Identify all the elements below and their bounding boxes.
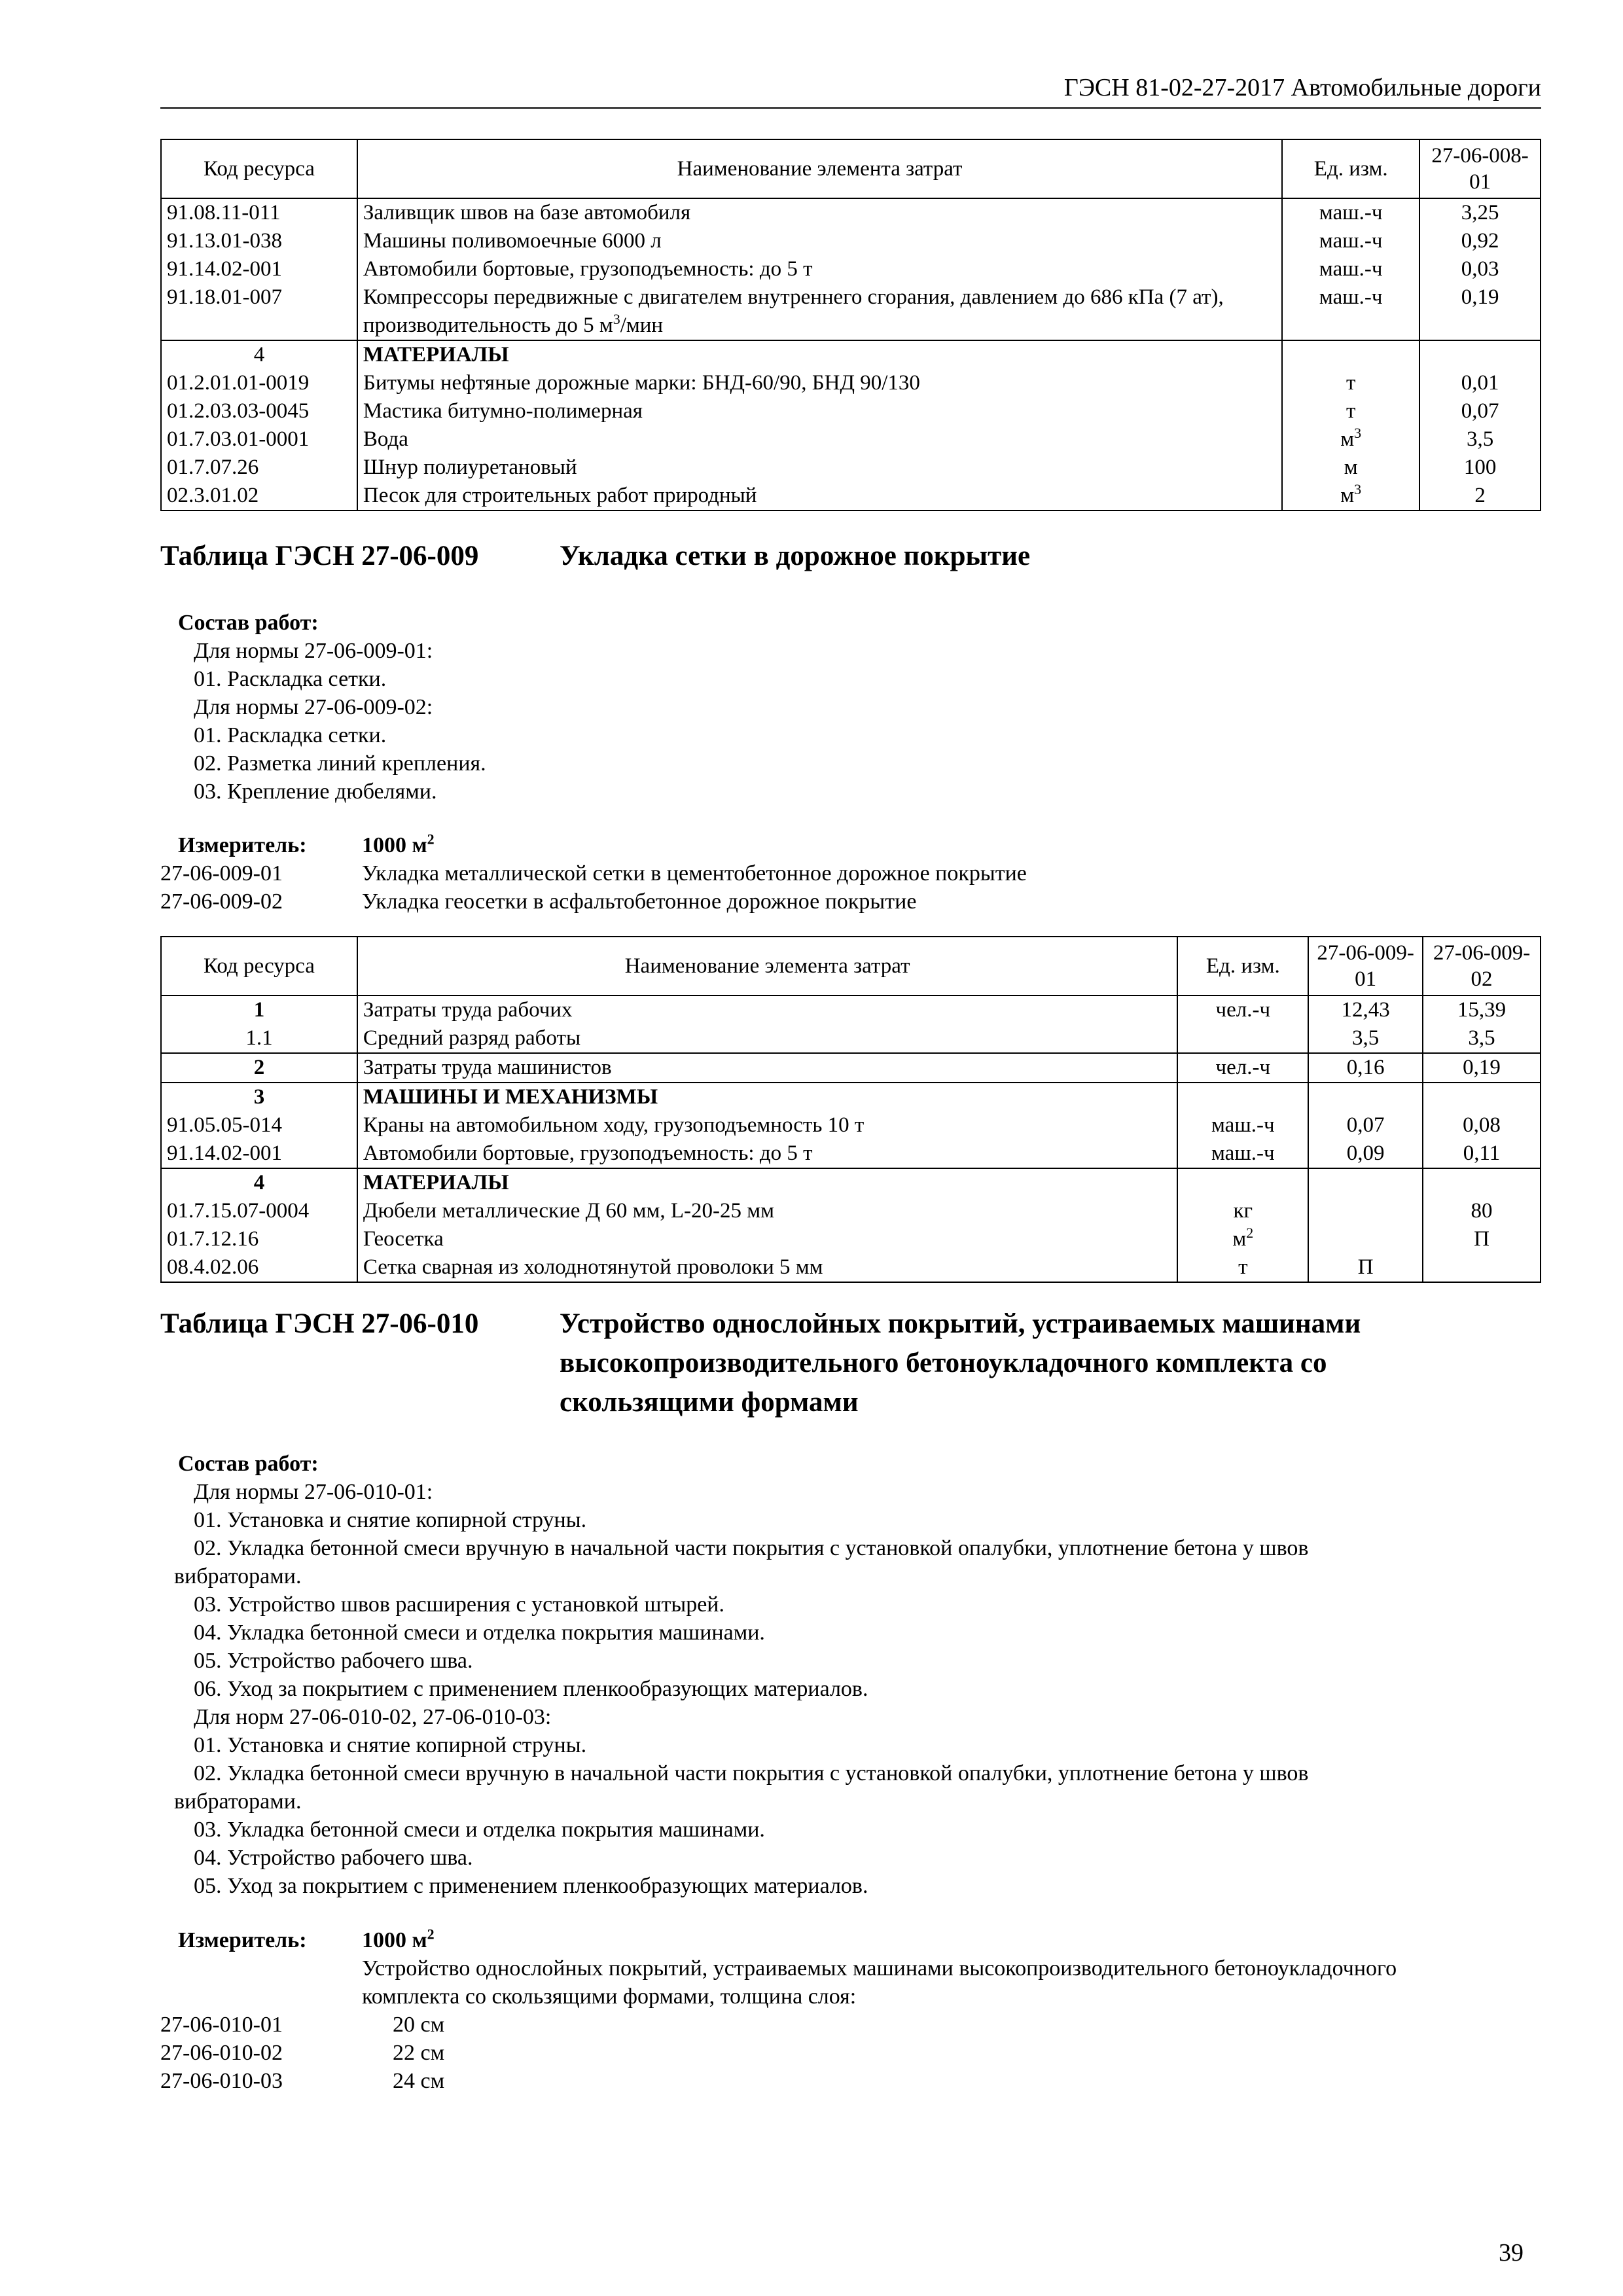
work-item: вибраторами.	[174, 1789, 302, 1814]
table-row	[161, 1111, 1541, 1139]
resource-name: Песок для строительных работ природный	[357, 482, 1282, 511]
resource-code: 3	[161, 1083, 357, 1111]
title-line: высокопроизводительного бетоноукладочного комплекта со	[560, 1348, 1327, 1378]
norm-value-2	[1423, 1168, 1541, 1197]
resource-name: Затраты труда машинистов	[357, 1053, 1177, 1083]
resource-code: 4	[161, 340, 357, 369]
resource-name: Битумы нефтяные дорожные марки: БНД-60/90, БНД 90/130	[357, 369, 1282, 397]
resource-table-27-06-009	[160, 936, 1541, 1283]
norm-code: 27-06-010-02	[160, 2041, 283, 2065]
works-label: Состав работ:	[178, 1452, 319, 1476]
resource-code: 01.7.07.26	[161, 454, 357, 482]
work-item: 04. Устройство рабочего шва.	[194, 1846, 473, 1870]
table-row	[161, 198, 1541, 227]
resource-code: 01.7.03.01-0001	[161, 425, 357, 454]
norm-value-1: 0,09	[1308, 1139, 1423, 1168]
resource-name: Сетка сварная из холоднотянутой проволоки 5 мм	[357, 1253, 1177, 1282]
col-header-norm-2: 27-06-009-02	[1423, 937, 1541, 996]
running-header: ГЭСН 81-02-27-2017 Автомобильные дороги	[1063, 74, 1541, 101]
table-row	[161, 255, 1541, 283]
table-row	[161, 454, 1541, 482]
norm-value: 0,01	[1419, 369, 1541, 397]
table-row	[161, 1053, 1541, 1083]
work-item: Для нормы 27-06-009-02:	[194, 695, 433, 719]
norm-value-2	[1423, 1253, 1541, 1282]
resource-unit: маш.-ч	[1282, 198, 1419, 227]
norm-value-2: П	[1423, 1225, 1541, 1253]
norm-value-1: П	[1308, 1253, 1423, 1282]
resource-unit: т	[1282, 369, 1419, 397]
resource-code: 02.3.01.02	[161, 482, 357, 511]
norm-value: 0,07	[1419, 397, 1541, 425]
norm-value-1	[1308, 1083, 1423, 1111]
page-number: 39	[1499, 2239, 1524, 2267]
work-item: 01. Раскладка сетки.	[194, 723, 387, 747]
table-row	[161, 482, 1541, 511]
norm-value	[1419, 340, 1541, 369]
resource-name: Компрессоры передвижные с двигателем внутреннего сгорания, давлением до 686 кПа (7 ат), производительность до 5 $м^3$/мин	[357, 283, 1282, 340]
table-row	[161, 1225, 1541, 1253]
norm-value-1: 0,07	[1308, 1111, 1423, 1139]
norm-value-2: 80	[1423, 1197, 1541, 1225]
resource-name: Краны на автомобильном ходу, грузоподъемность 10 т	[357, 1111, 1177, 1139]
table-label-27-06-010: Таблица ГЭСН 27-06-010	[160, 1308, 479, 1339]
norm-desc: Укладка металлической сетки в цементобетонное дорожное покрытие	[362, 861, 1027, 886]
work-item: 03. Крепление дюбелями.	[194, 780, 437, 804]
norm-code: 27-06-009-02	[160, 889, 283, 914]
col-header-norm: 27-06-008-01	[1419, 139, 1541, 198]
resource-code: 1.1	[161, 1024, 357, 1053]
resource-code: 01.7.12.16	[161, 1225, 357, 1253]
resource-code: 91.14.02-001	[161, 255, 357, 283]
resource-name: Автомобили бортовые, грузоподъемность: до 5 т	[357, 255, 1282, 283]
table-row	[161, 1253, 1541, 1282]
resource-name: МАТЕРИАЛЫ	[357, 1168, 1177, 1197]
norm-value: 3,5	[1419, 425, 1541, 454]
resource-unit: $м^3$	[1282, 425, 1419, 454]
table-label-27-06-009: Таблица ГЭСН 27-06-009	[160, 541, 479, 571]
resource-name: МАШИНЫ И МЕХАНИЗМЫ	[357, 1083, 1177, 1111]
title-line: Устройство однослойных покрытий, устраиваемых машинами	[560, 1308, 1361, 1339]
resource-unit: $м^2$	[1177, 1225, 1308, 1253]
resource-code: 91.05.05-014	[161, 1111, 357, 1139]
resource-unit: маш.-ч	[1282, 283, 1419, 340]
col-header-code: Код ресурса	[161, 139, 357, 198]
resource-unit: маш.-ч	[1282, 227, 1419, 255]
resource-code: 01.7.15.07-0004	[161, 1197, 357, 1225]
resource-code: 4	[161, 1168, 357, 1197]
resource-name: Дюбели металлические Д 60 мм, L-20-25 мм	[357, 1197, 1177, 1225]
norm-value-2	[1423, 1083, 1541, 1111]
norm-value-2: 15,39	[1423, 996, 1541, 1024]
work-item: 02. Укладка бетонной смеси вручную в начальной части покрытия с установкой опалубки, уплотнение бетона у швов	[194, 1536, 1309, 1560]
work-item: вибраторами.	[174, 1564, 302, 1588]
work-item: 01. Раскладка сетки.	[194, 667, 387, 691]
title-line: скользящими формами	[560, 1387, 859, 1418]
work-item: Для нормы 27-06-010-01:	[194, 1480, 433, 1504]
table-title-27-06-010	[560, 1304, 1361, 1422]
table-row	[161, 283, 1541, 340]
meter-description: Устройство однослойных покрытий, устраиваемых машинами высокопроизводительного бетоноукладочного комплекта со скользящими формами, толщина слоя:	[362, 1956, 1397, 2009]
norm-value-2: 0,11	[1423, 1139, 1541, 1168]
work-item: Для нормы 27-06-009-01:	[194, 639, 433, 663]
meter-label: Измеритель:	[178, 833, 307, 857]
norm-value-2: 3,5	[1423, 1024, 1541, 1053]
resource-table-27-06-008	[160, 139, 1541, 511]
norm-value: 0,19	[1419, 283, 1541, 340]
resource-code: 91.14.02-001	[161, 1139, 357, 1168]
norm-value-1: 0,16	[1308, 1053, 1423, 1083]
table-row	[161, 1168, 1541, 1197]
resource-unit: кг	[1177, 1197, 1308, 1225]
norm-value: 3,25	[1419, 198, 1541, 227]
work-item: 04. Укладка бетонной смеси и отделка покрытия машинами.	[194, 1621, 765, 1645]
resource-name: Шнур полиуретановый	[357, 454, 1282, 482]
norm-desc: Укладка геосетки в асфальтобетонное дорожное покрытие	[362, 889, 917, 914]
norm-code: 27-06-010-03	[160, 2069, 283, 2093]
norm-list	[160, 2011, 444, 2095]
norm-value: 2	[1419, 482, 1541, 511]
resource-code: 91.13.01-038	[161, 227, 357, 255]
resource-name: Машины поливомоечные 6000 л	[357, 227, 1282, 255]
resource-name: Средний разряд работы	[357, 1024, 1177, 1053]
resource-unit: $м^3$	[1282, 482, 1419, 511]
resource-name: Мастика битумно-полимерная	[357, 397, 1282, 425]
resource-unit: чел.-ч	[1177, 996, 1308, 1024]
resource-unit: маш.-ч	[1282, 255, 1419, 283]
resource-unit: маш.-ч	[1177, 1111, 1308, 1139]
resource-name: Заливщик швов на базе автомобиля	[357, 198, 1282, 227]
norm-desc: 22 см	[393, 2041, 445, 2065]
col-header-name: Наименование элемента затрат	[357, 937, 1177, 996]
norm-desc: 20 см	[393, 2013, 445, 2037]
work-item: 02. Разметка линий крепления.	[194, 751, 486, 776]
header-rule	[160, 107, 1541, 109]
norm-code: 27-06-009-01	[160, 861, 283, 886]
table-row	[161, 369, 1541, 397]
resource-code: 2	[161, 1053, 357, 1083]
resource-unit: маш.-ч	[1177, 1139, 1308, 1168]
resource-code: 01.2.01.01-0019	[161, 369, 357, 397]
col-header-name: Наименование элемента затрат	[357, 139, 1282, 198]
resource-unit: м	[1282, 454, 1419, 482]
work-item: 05. Устройство рабочего шва.	[194, 1649, 473, 1673]
resource-unit	[1282, 340, 1419, 369]
resource-code: 01.2.03.03-0045	[161, 397, 357, 425]
resource-unit	[1177, 1083, 1308, 1111]
resource-code: 91.08.11-011	[161, 198, 357, 227]
work-item: Для норм 27-06-010-02, 27-06-010-03:	[194, 1705, 552, 1729]
resource-unit	[1177, 1168, 1308, 1197]
table-row	[161, 996, 1541, 1024]
resource-name: Затраты труда рабочих	[357, 996, 1177, 1024]
resource-unit: т	[1282, 397, 1419, 425]
work-item: 05. Уход за покрытием с применением пленкообразующих материалов.	[194, 1874, 868, 1898]
table-row	[161, 340, 1541, 369]
resource-unit: т	[1177, 1253, 1308, 1282]
table-row	[161, 425, 1541, 454]
works-list	[174, 1478, 1535, 1900]
norm-value: 0,03	[1419, 255, 1541, 283]
work-item: 03. Устройство швов расширения с установкой штырей.	[194, 1592, 725, 1617]
col-header-unit: Ед. изм.	[1282, 139, 1419, 198]
col-header-norm-1: 27-06-009-01	[1308, 937, 1423, 996]
table-row	[161, 1197, 1541, 1225]
norm-value-1	[1308, 1225, 1423, 1253]
norm-value: 0,92	[1419, 227, 1541, 255]
works-label: Состав работ:	[178, 611, 319, 635]
table-row	[161, 227, 1541, 255]
works-list	[194, 637, 486, 806]
table-row	[161, 1083, 1541, 1111]
table-row	[161, 397, 1541, 425]
meter-label: Измеритель:	[178, 1928, 307, 1952]
norm-code: 27-06-010-01	[160, 2013, 283, 2037]
meter-value: 1000 $м^2$	[362, 831, 435, 857]
resource-code: 1	[161, 996, 357, 1024]
work-item: 01. Установка и снятие копирной струны.	[194, 1733, 587, 1757]
work-item: 02. Укладка бетонной смеси вручную в начальной части покрытия с установкой опалубки, уплотнение бетона у швов	[194, 1761, 1309, 1785]
resource-code: 08.4.02.06	[161, 1253, 357, 1282]
work-item: 01. Установка и снятие копирной струны.	[194, 1508, 587, 1532]
table-title-27-06-009: Укладка сетки в дорожное покрытие	[560, 541, 1031, 571]
resource-name: Геосетка	[357, 1225, 1177, 1253]
norm-value: 100	[1419, 454, 1541, 482]
col-header-code: Код ресурса	[161, 937, 357, 996]
meter-value: 1000 $м^2$	[362, 1926, 435, 1952]
resource-unit	[1177, 1024, 1308, 1053]
resource-name: Автомобили бортовые, грузоподъемность: до 5 т	[357, 1139, 1177, 1168]
norm-value-1: 3,5	[1308, 1024, 1423, 1053]
resource-name: Вода	[357, 425, 1282, 454]
work-item: 06. Уход за покрытием с применением пленкообразующих материалов.	[194, 1677, 868, 1701]
table-row	[161, 1139, 1541, 1168]
norm-value-1	[1308, 1168, 1423, 1197]
norm-value-2: 0,19	[1423, 1053, 1541, 1083]
norm-value-2: 0,08	[1423, 1111, 1541, 1139]
col-header-unit: Ед. изм.	[1177, 937, 1308, 996]
resource-name: МАТЕРИАЛЫ	[357, 340, 1282, 369]
norm-value-1: 12,43	[1308, 996, 1423, 1024]
norm-desc: 24 см	[393, 2069, 445, 2093]
work-item: 03. Укладка бетонной смеси и отделка покрытия машинами.	[194, 1818, 765, 1842]
resource-unit: чел.-ч	[1177, 1053, 1308, 1083]
norm-value-1	[1308, 1197, 1423, 1225]
table-row	[161, 1024, 1541, 1053]
resource-code: 91.18.01-007	[161, 283, 357, 340]
